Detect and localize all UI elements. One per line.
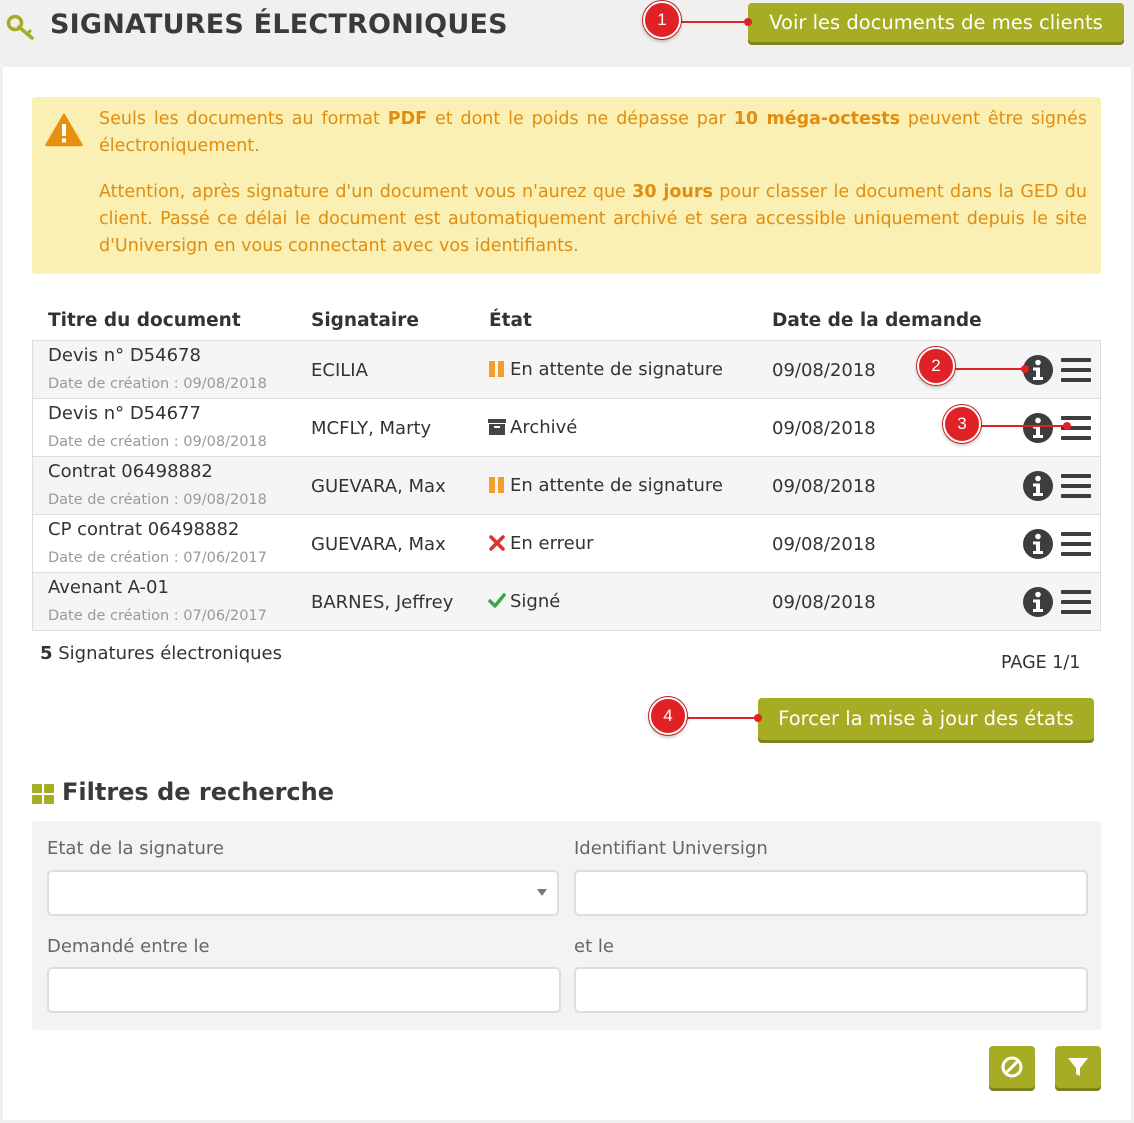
creation-date: Date de création : 07/06/2017 bbox=[48, 608, 267, 624]
warning-icon bbox=[45, 113, 83, 147]
signer-name: GUEVARA, Max bbox=[311, 476, 446, 497]
universign-id-input[interactable] bbox=[574, 870, 1088, 916]
document-title[interactable]: Contrat 06498882 bbox=[48, 461, 213, 482]
date-to-label: et le bbox=[574, 936, 614, 957]
state-label: Archivé bbox=[510, 417, 578, 438]
warning-box bbox=[32, 97, 1101, 274]
callout-line bbox=[981, 425, 1066, 427]
callout-badge-4: 4 bbox=[649, 697, 687, 735]
apply-filters-button[interactable] bbox=[1055, 1046, 1101, 1088]
key-icon bbox=[6, 14, 36, 40]
warning-text-archive: Attention, après signature d'un document vous n'aurez que 30 jours pour classer le document dans la GED du client. Passé ce délai le document est automatiquement archivé et sera accessible uniquement depuis le site d'Universign en vous connectant avec vos identifiants. bbox=[99, 182, 1088, 256]
filters-title: Filtres de recherche bbox=[62, 778, 335, 806]
callout-dot bbox=[1021, 365, 1029, 373]
filter-icon bbox=[1066, 1055, 1090, 1079]
document-title[interactable]: CP contrat 06498882 bbox=[48, 519, 240, 540]
creation-date: Date de création : 09/08/2018 bbox=[48, 434, 267, 450]
signer-name: ECILIA bbox=[311, 360, 368, 381]
request-date: 09/08/2018 bbox=[772, 476, 876, 497]
warning-text-format: Seuls les documents au format PDF et dont le poids ne dépasse par 10 méga-octests peuvent être signés électroniquement. bbox=[99, 109, 1088, 156]
universign-id-label: Identifiant Universign bbox=[574, 838, 768, 859]
state-label: En erreur bbox=[510, 533, 594, 554]
date-to-input[interactable] bbox=[574, 967, 1088, 1013]
request-date: 09/08/2018 bbox=[772, 592, 876, 613]
callout-dot bbox=[754, 714, 762, 722]
grid-icon bbox=[32, 784, 54, 804]
document-title[interactable]: Devis n° D54678 bbox=[48, 345, 201, 366]
page-title: SIGNATURES ÉLECTRONIQUES bbox=[50, 9, 508, 40]
document-title[interactable]: Devis n° D54677 bbox=[48, 403, 201, 424]
state-filter-label: Etat de la signature bbox=[47, 838, 225, 859]
request-date: 09/08/2018 bbox=[772, 534, 876, 555]
reset-filters-button[interactable] bbox=[989, 1046, 1035, 1088]
date-from-input[interactable] bbox=[47, 967, 561, 1013]
reset-icon bbox=[1000, 1055, 1024, 1079]
signer-name: BARNES, Jeffrey bbox=[311, 592, 454, 613]
pagination: PAGE 1/1 bbox=[1001, 653, 1081, 673]
document-title[interactable]: Avenant A-01 bbox=[48, 577, 169, 598]
callout-badge-2: 2 bbox=[917, 347, 955, 385]
request-date: 09/08/2018 bbox=[772, 418, 876, 439]
view-client-documents-button[interactable]: Voir les documents de mes clients bbox=[748, 3, 1124, 42]
signer-name: MCFLY, Marty bbox=[311, 418, 432, 439]
callout-dot bbox=[744, 18, 752, 26]
callout-badge-3: 3 bbox=[943, 405, 981, 443]
signer-name: GUEVARA, Max bbox=[311, 534, 446, 555]
callout-badge-1: 1 bbox=[643, 1, 681, 39]
force-update-states-button[interactable]: Forcer la mise à jour des états bbox=[758, 698, 1094, 740]
date-from-label: Demandé entre le bbox=[47, 936, 210, 957]
column-header-title[interactable]: Titre du document bbox=[48, 310, 241, 331]
column-header-state[interactable]: État bbox=[489, 310, 532, 331]
creation-date: Date de création : 07/06/2017 bbox=[48, 550, 267, 566]
state-label: En attente de signature bbox=[510, 359, 723, 380]
callout-line bbox=[687, 717, 759, 719]
callout-line bbox=[955, 368, 1025, 370]
signature-count: 5 Signatures électroniques bbox=[40, 643, 283, 664]
request-date: 09/08/2018 bbox=[772, 360, 876, 381]
callout-line bbox=[681, 21, 747, 23]
column-header-signer[interactable]: Signataire bbox=[311, 310, 419, 331]
creation-date: Date de création : 09/08/2018 bbox=[48, 376, 267, 392]
state-filter-select[interactable] bbox=[47, 870, 559, 916]
state-label: En attente de signature bbox=[510, 475, 723, 496]
creation-date: Date de création : 09/08/2018 bbox=[48, 492, 267, 508]
callout-dot bbox=[1063, 422, 1071, 430]
column-header-date[interactable]: Date de la demande bbox=[772, 310, 982, 331]
dropdown-arrow-icon[interactable] bbox=[537, 889, 547, 896]
state-label: Signé bbox=[510, 591, 561, 612]
